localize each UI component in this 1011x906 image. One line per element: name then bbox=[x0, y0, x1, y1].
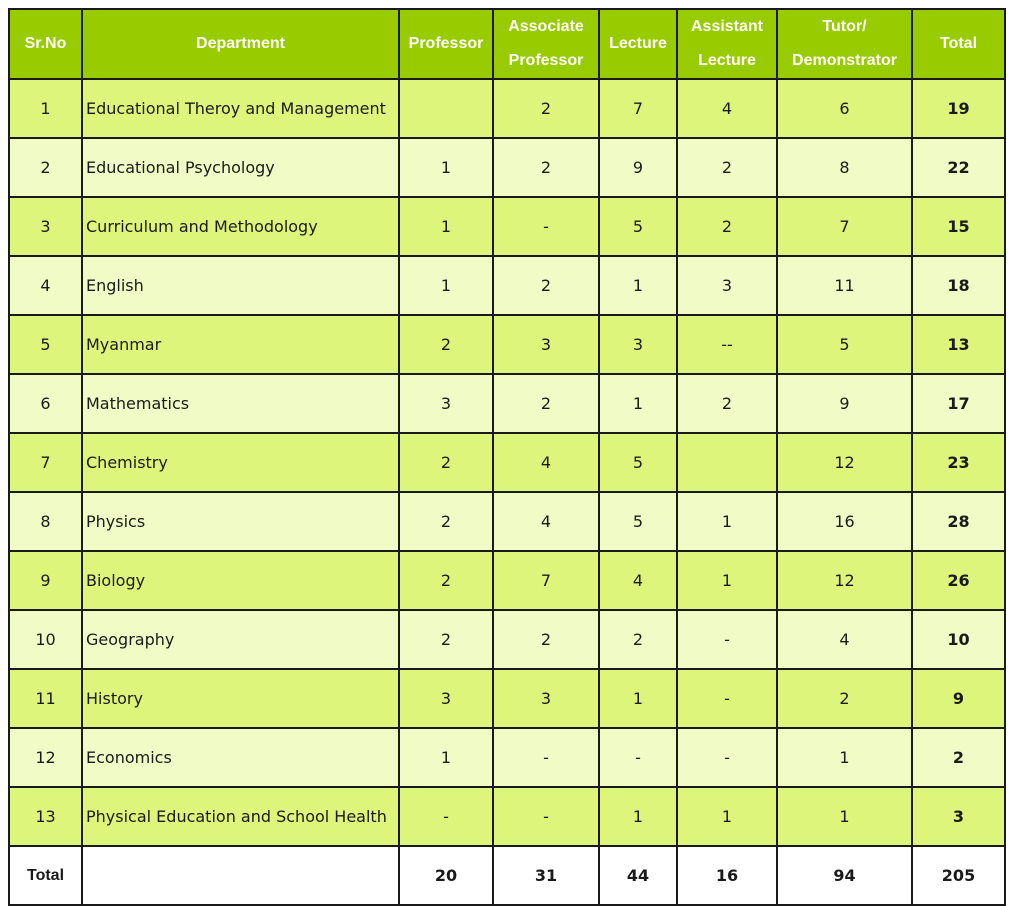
totals-department bbox=[82, 846, 399, 905]
cell-tutor-demonstrator: 16 bbox=[777, 492, 912, 551]
table-body bbox=[9, 79, 1005, 846]
totals-label: Total bbox=[9, 846, 82, 905]
table-row bbox=[9, 138, 1005, 197]
cell-tutor-demonstrator: 11 bbox=[777, 256, 912, 315]
cell-srno: 7 bbox=[9, 433, 82, 492]
cell-professor: 1 bbox=[399, 138, 493, 197]
cell-lecture: 1 bbox=[599, 256, 677, 315]
cell-professor: 2 bbox=[399, 551, 493, 610]
cell-associate-professor: 2 bbox=[493, 79, 599, 138]
totals-grand-total: 205 bbox=[912, 846, 1005, 905]
cell-srno: 10 bbox=[9, 610, 82, 669]
cell-total: 3 bbox=[912, 787, 1005, 846]
cell-srno: 13 bbox=[9, 787, 82, 846]
table-row bbox=[9, 669, 1005, 728]
cell-lecture: 2 bbox=[599, 610, 677, 669]
header-department: Department bbox=[82, 9, 399, 79]
cell-professor: 3 bbox=[399, 374, 493, 433]
table-row bbox=[9, 433, 1005, 492]
cell-total: 10 bbox=[912, 610, 1005, 669]
cell-total: 2 bbox=[912, 728, 1005, 787]
totals-lecture: 44 bbox=[599, 846, 677, 905]
cell-lecture: 5 bbox=[599, 433, 677, 492]
cell-lecture: 5 bbox=[599, 197, 677, 256]
cell-lecture: 1 bbox=[599, 669, 677, 728]
cell-associate-professor: 3 bbox=[493, 669, 599, 728]
cell-total: 17 bbox=[912, 374, 1005, 433]
cell-professor bbox=[399, 79, 493, 138]
cell-professor: 1 bbox=[399, 728, 493, 787]
header-lecture: Lecture bbox=[599, 9, 677, 79]
cell-total: 26 bbox=[912, 551, 1005, 610]
cell-professor: - bbox=[399, 787, 493, 846]
cell-associate-professor: 4 bbox=[493, 492, 599, 551]
cell-lecture: 4 bbox=[599, 551, 677, 610]
table-row bbox=[9, 79, 1005, 138]
header-total: Total bbox=[912, 9, 1005, 79]
header-tutor-demonstrator: Tutor/ Demonstrator bbox=[777, 9, 912, 79]
cell-professor: 2 bbox=[399, 492, 493, 551]
table-row bbox=[9, 315, 1005, 374]
cell-assistant-lecture: - bbox=[677, 610, 777, 669]
cell-professor: 1 bbox=[399, 256, 493, 315]
cell-department: Biology bbox=[82, 551, 399, 610]
cell-total: 15 bbox=[912, 197, 1005, 256]
cell-department: Curriculum and Methodology bbox=[82, 197, 399, 256]
cell-tutor-demonstrator: 2 bbox=[777, 669, 912, 728]
cell-srno: 6 bbox=[9, 374, 82, 433]
cell-assistant-lecture: 1 bbox=[677, 551, 777, 610]
totals-tutor-demonstrator: 94 bbox=[777, 846, 912, 905]
cell-lecture: 9 bbox=[599, 138, 677, 197]
cell-total: 28 bbox=[912, 492, 1005, 551]
cell-tutor-demonstrator: 4 bbox=[777, 610, 912, 669]
cell-tutor-demonstrator: 9 bbox=[777, 374, 912, 433]
cell-department: History bbox=[82, 669, 399, 728]
cell-associate-professor: 7 bbox=[493, 551, 599, 610]
cell-assistant-lecture: - bbox=[677, 669, 777, 728]
cell-associate-professor: 2 bbox=[493, 138, 599, 197]
cell-lecture: 7 bbox=[599, 79, 677, 138]
cell-srno: 5 bbox=[9, 315, 82, 374]
cell-professor: 2 bbox=[399, 610, 493, 669]
cell-department: Physical Education and School Health bbox=[82, 787, 399, 846]
cell-srno: 12 bbox=[9, 728, 82, 787]
cell-professor: 3 bbox=[399, 669, 493, 728]
header-assistant-lecture: Assistant Lecture bbox=[677, 9, 777, 79]
cell-assistant-lecture: 2 bbox=[677, 197, 777, 256]
cell-associate-professor: 4 bbox=[493, 433, 599, 492]
cell-department: Educational Theroy and Management bbox=[82, 79, 399, 138]
cell-tutor-demonstrator: 12 bbox=[777, 433, 912, 492]
cell-srno: 9 bbox=[9, 551, 82, 610]
cell-lecture: 1 bbox=[599, 787, 677, 846]
cell-tutor-demonstrator: 1 bbox=[777, 728, 912, 787]
cell-tutor-demonstrator: 7 bbox=[777, 197, 912, 256]
cell-associate-professor: - bbox=[493, 197, 599, 256]
cell-department: Mathematics bbox=[82, 374, 399, 433]
cell-lecture: 5 bbox=[599, 492, 677, 551]
cell-associate-professor: 2 bbox=[493, 610, 599, 669]
cell-assistant-lecture: 4 bbox=[677, 79, 777, 138]
cell-srno: 4 bbox=[9, 256, 82, 315]
header-associate-professor: Associate Professor bbox=[493, 9, 599, 79]
header-professor: Professor bbox=[399, 9, 493, 79]
cell-associate-professor: 2 bbox=[493, 374, 599, 433]
cell-srno: 11 bbox=[9, 669, 82, 728]
cell-assistant-lecture bbox=[677, 433, 777, 492]
table-row bbox=[9, 492, 1005, 551]
cell-professor: 2 bbox=[399, 433, 493, 492]
cell-assistant-lecture: 2 bbox=[677, 374, 777, 433]
table-row bbox=[9, 610, 1005, 669]
cell-srno: 3 bbox=[9, 197, 82, 256]
table-row bbox=[9, 551, 1005, 610]
cell-lecture: 1 bbox=[599, 374, 677, 433]
totals-assistant-lecture: 16 bbox=[677, 846, 777, 905]
cell-tutor-demonstrator: 8 bbox=[777, 138, 912, 197]
table-row bbox=[9, 197, 1005, 256]
cell-associate-professor: 3 bbox=[493, 315, 599, 374]
table-row bbox=[9, 787, 1005, 846]
cell-total: 19 bbox=[912, 79, 1005, 138]
table-row bbox=[9, 728, 1005, 787]
cell-department: Geography bbox=[82, 610, 399, 669]
cell-lecture: - bbox=[599, 728, 677, 787]
table-header-row bbox=[9, 9, 1005, 79]
cell-associate-professor: - bbox=[493, 728, 599, 787]
cell-total: 9 bbox=[912, 669, 1005, 728]
cell-total: 13 bbox=[912, 315, 1005, 374]
cell-srno: 2 bbox=[9, 138, 82, 197]
cell-department: English bbox=[82, 256, 399, 315]
cell-srno: 8 bbox=[9, 492, 82, 551]
cell-assistant-lecture: -- bbox=[677, 315, 777, 374]
cell-assistant-lecture: 2 bbox=[677, 138, 777, 197]
table-row bbox=[9, 256, 1005, 315]
cell-assistant-lecture: - bbox=[677, 728, 777, 787]
cell-total: 23 bbox=[912, 433, 1005, 492]
cell-department: Economics bbox=[82, 728, 399, 787]
cell-department: Chemistry bbox=[82, 433, 399, 492]
cell-department: Myanmar bbox=[82, 315, 399, 374]
cell-total: 22 bbox=[912, 138, 1005, 197]
totals-professor: 20 bbox=[399, 846, 493, 905]
cell-professor: 1 bbox=[399, 197, 493, 256]
cell-lecture: 3 bbox=[599, 315, 677, 374]
cell-assistant-lecture: 1 bbox=[677, 787, 777, 846]
cell-tutor-demonstrator: 12 bbox=[777, 551, 912, 610]
cell-professor: 2 bbox=[399, 315, 493, 374]
staff-table bbox=[8, 8, 1006, 906]
cell-department: Physics bbox=[82, 492, 399, 551]
cell-tutor-demonstrator: 5 bbox=[777, 315, 912, 374]
cell-department: Educational Psychology bbox=[82, 138, 399, 197]
cell-associate-professor: - bbox=[493, 787, 599, 846]
totals-row bbox=[9, 846, 1005, 905]
cell-tutor-demonstrator: 6 bbox=[777, 79, 912, 138]
table-row bbox=[9, 374, 1005, 433]
cell-tutor-demonstrator: 1 bbox=[777, 787, 912, 846]
header-srno: Sr.No bbox=[9, 9, 82, 79]
cell-assistant-lecture: 1 bbox=[677, 492, 777, 551]
totals-associate-professor: 31 bbox=[493, 846, 599, 905]
cell-srno: 1 bbox=[9, 79, 82, 138]
cell-total: 18 bbox=[912, 256, 1005, 315]
cell-associate-professor: 2 bbox=[493, 256, 599, 315]
cell-assistant-lecture: 3 bbox=[677, 256, 777, 315]
